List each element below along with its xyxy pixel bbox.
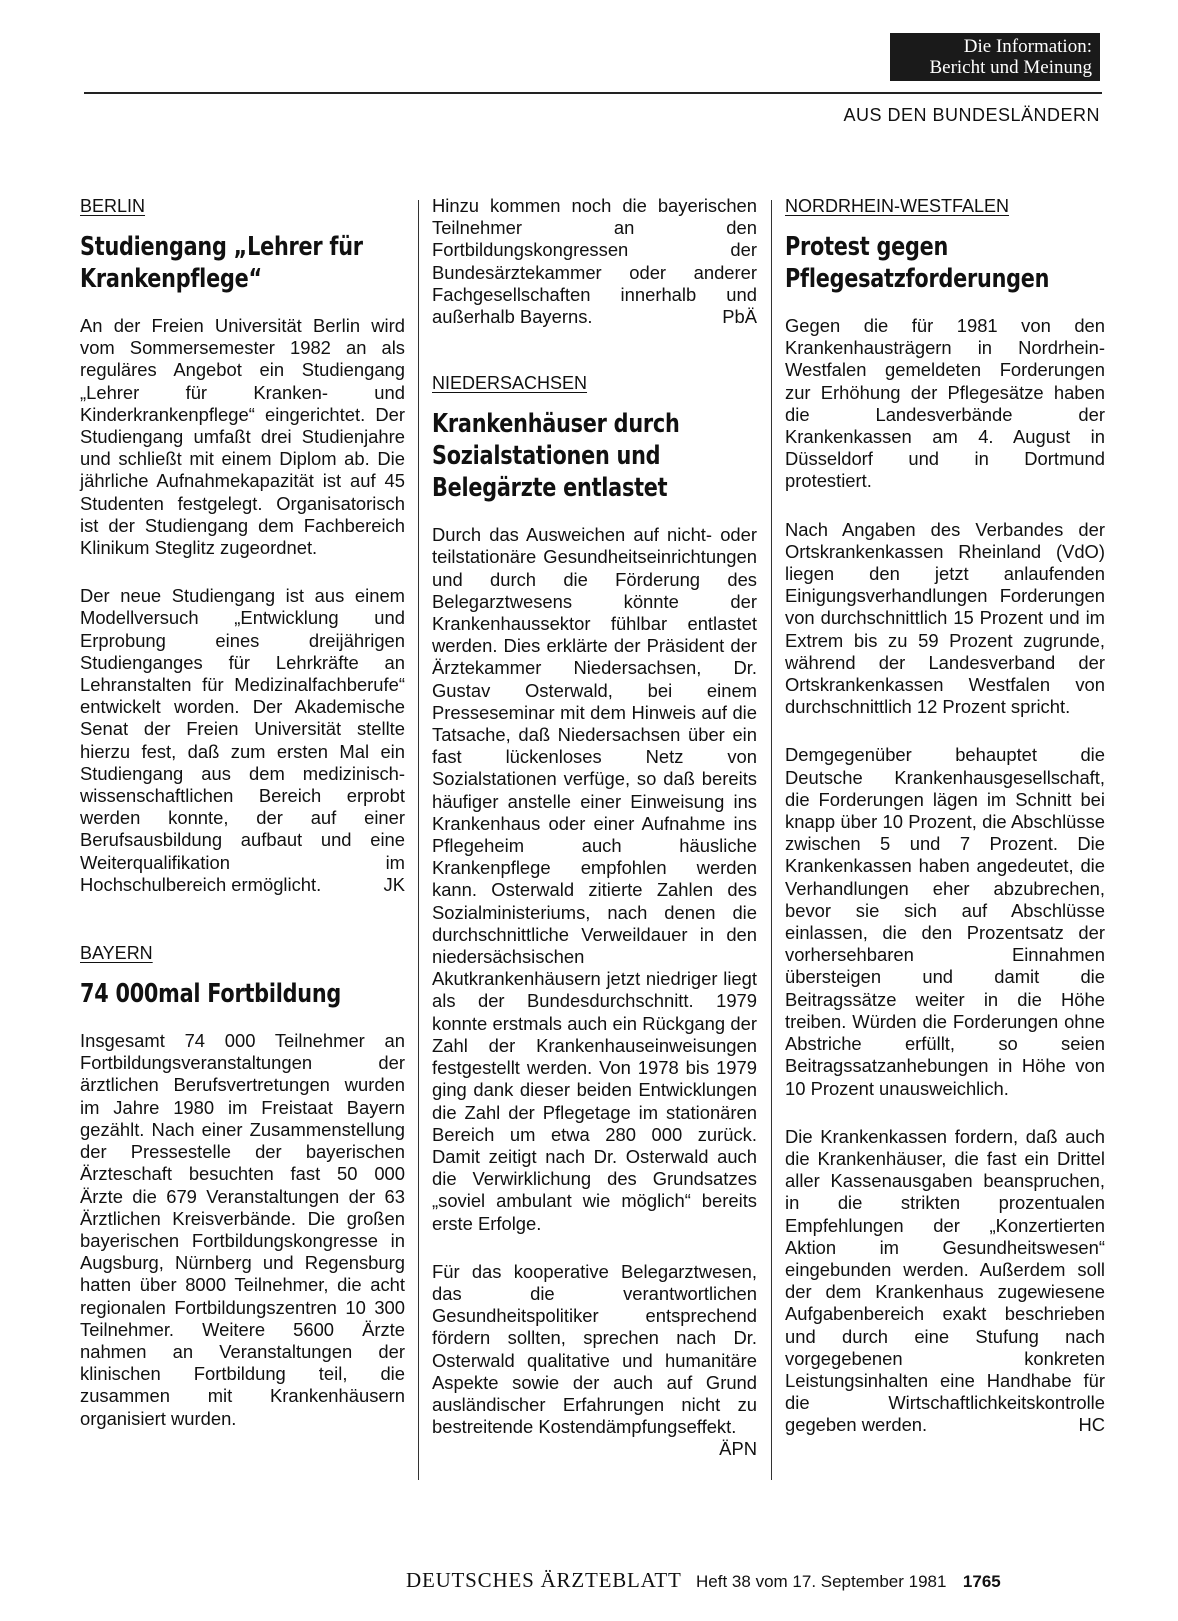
article-headline: Krankenhäuser durch Sozialstationen und Belegärzte entlastet	[432, 409, 680, 504]
issue-info: Heft 38 vom 17. September 1981	[696, 1572, 947, 1591]
page-number: 1765	[962, 1572, 1001, 1591]
article-paragraph: Durch das Ausweichen auf nicht- oder teilstationäre Gesundheitseinrichtungen und durch die Förderung des Belegarztwesens könnte der Krankenhaussektor fühlbar entlastet werden. Dies erklärte der Präsident der Ärztekammer Niedersachsen, Dr. Gustav Osterwald, bei einem Presseseminar mit dem Hinweis auf die Tatsache, daß Niedersachsen über ein fast lückenloses Netz von Sozialstationen verfüge, so daß bereits häufiger anstelle einer Einweisung ins Krankenhaus oder einer Aufnahme ins Pflegeheim auch häusliche Krankenpflege empfohlen werden kann. Osterwald zitierte Zahlen des Sozialministeriums, nach denen die durchschnittliche Verweildauer in den niedersächsischen Akutkrankenhäusern jetzt niedriger liegt als der Bundesdurchschnitt. 1979 konnte erstmals auch ein Rückgang der Zahl der Krankenhauseinweisungen festgestellt werden. Von 1978 bis 1979 ging dank dieser beiden Entwicklungen die Zahl der Pflegetage im stationären Bereich um etwa 280 000 zurück. Damit zeitigt nach Dr. Osterwald auch die Verwirklichung des Grundsatzes „soviel ambulant wie möglich“ bereits erste Erfolge.	[432, 524, 757, 1234]
tag-line-2: Bericht und Meinung	[929, 57, 1092, 78]
author-signature: PbÄ	[722, 306, 757, 328]
column-1	[80, 195, 405, 1456]
article-niedersachsen	[432, 372, 757, 1460]
column-divider-1	[418, 200, 419, 1480]
article-paragraph	[785, 1126, 1105, 1437]
header-rule	[84, 92, 1102, 94]
paragraph-text: Die Krankenkassen fordern, daß auch die Krankenhäuser, die fast ein Drittel aller Kassenausgaben beanspruchen, in die strikten prozentualen Empfehlungen der „Konzertierten Aktion im Gesundheitswesen“ eingebunden werden. Außerdem soll der dem Krankenhaus zugewiesene Aufgabenbereich exakt beschrieben und durch eine Stufung nach vorgegebenen konkreten Leistungsinhalten eine Handhabe für die Wirtschaftlichkeitskontrolle gegeben werden.	[785, 1125, 1105, 1436]
article-paragraph	[80, 585, 405, 896]
author-signature: HC	[1078, 1414, 1105, 1436]
section-label: AUS DEN BUNDESLÄNDERN	[843, 105, 1100, 125]
paragraph-text: Der neue Studiengang ist aus einem Modellversuch „Entwicklung und Erprobung eines dreijährigen Studienganges für Lehrkräfte an Lehranstalten für Medizinalfachberufe“ entwickelt worden. Der Akademische Senat der Freien Universität stellte hierzu fest, daß zum ersten Mal ein Studiengang aus dem medizinisch-wissenschaftlichen Bereich erprobt werden konnte, der auf einer Berufsausbildung aufbaut und eine Weiterqualifikation im Hochschulbereich ermöglicht.	[80, 585, 405, 895]
article-paragraph: Insgesamt 74 000 Teilnehmer an Fortbildungsveranstaltungen der ärztlichen Berufsvertretungen wurden im Jahre 1980 im Freistaat Bayern gezählt. Nach einer Zusammenstellung der Pressestelle der bayerischen Ärzteschaft besuchten fast 50 000 Ärzte die 679 Veranstaltungen der 63 Ärztlichen Kreisverbände. Die großen bayerischen Fortbildungskongresse in Augsburg, Nürnberg und Regensburg hatten über 8000 Teilnehmer, die acht regionalen Fortbildungszentren 10 300 Teilnehmer. Weitere 5600 Ärzte nahmen an Veranstaltungen der klinischen Fortbildung teil, die zusammen mit Krankenhäusern organisiert wurden.	[80, 1030, 405, 1429]
article-nrw	[785, 195, 1105, 1437]
article-paragraph: An der Freien Universität Berlin wird vom Sommersemester 1982 an als reguläres Angebot ein Studiengang „Lehrer für Kranken- und Kinderkrankenpflege“ eingerichtet. Der Studiengang umfaßt drei Studienjahre und schließt mit einem Diplom ab. Die jährliche Aufnahmekapazität ist auf 45 Studenten festgelegt. Organisatorisch ist der Studiengang dem Fachbereich Klinikum Steglitz zugeordnet.	[80, 315, 405, 559]
article-paragraph: Gegen die für 1981 von den Krankenhausträgern in Nordrhein-Westfalen gemeldeten Forderungen zur Erhöhung der Pflegesätze haben die Landesverbände der Krankenkassen am 4. August in Düsseldorf und in Dortmund protestiert.	[785, 315, 1105, 492]
region-label: BAYERN	[80, 943, 153, 964]
column-divider-2	[771, 200, 772, 1480]
article-headline: Studiengang „Lehrer für Krankenpflege“	[80, 232, 363, 294]
author-signature: JK	[383, 873, 405, 895]
article-paragraph	[432, 1260, 757, 1460]
article-bayern	[80, 942, 405, 1430]
article-paragraph: Nach Angaben des Verbandes der Ortskrankenkassen Rheinland (VdO) liegen den jetzt anlaufenden Einigungsverhandlungen Forderungen von durchschnittlich 15 Prozent und im Extrem bis zu 59 Prozent zugrunde, während der Landesverband der Ortskrankenkassen Westfalen von durchschnittlich 12 Prozent spricht.	[785, 518, 1105, 718]
article-paragraph: Demgegenüber behauptet die Deutsche Krankenhausgesellschaft, die Forderungen lägen im Schnitt bei knapp über 10 Prozent, die Abschlüsse zwischen 5 und 7 Prozent. Die Krankenkassen haben angedeutet, die Verhandlungen eher abzubrechen, bevor sie sich auf Abschlüsse einlassen, die den Prozentsatz der vorhersehbaren Einnahmen übersteigen und damit die Beitragssätze weiter in die Höhe treiben. Würden die Forderungen ohne Abstriche erfüllt, so seien Beitragssatzanhebungen in Höhe von 10 Prozent unausweichlich.	[785, 744, 1105, 1099]
tag-line-1: Die Information:	[963, 36, 1092, 57]
page-footer	[406, 1568, 1001, 1593]
region-label: BERLIN	[80, 196, 146, 216]
article-paragraph	[432, 195, 757, 328]
article-headline: 74 000mal Fortbildung	[80, 979, 342, 1010]
region-label: NORDRHEIN-WESTFALEN	[785, 196, 1010, 216]
column-2	[432, 195, 757, 1464]
column-3	[785, 195, 1105, 1463]
paragraph-text: Hinzu kommen noch die bayerischen Teilnehmer an den Fortbildungskongressen der Bundesärztekammer oder anderer Fachgesellschaften innerhalb und außerhalb Bayerns.	[432, 195, 757, 328]
paragraph-text: Für das kooperative Belegarztwesen, das die verantwortlichen Gesundheitspolitiker entsprechend fördern sollten, sprechen nach Dr. Osterwald qualitative und humanitäre Aspekte sowie der auch auf Grund ausländischer Erfahrungen nicht zu bestreitende Kostendämpfungseffekt.	[432, 1260, 757, 1438]
article-headline: Protest gegen Pflegesatzforderungen	[785, 232, 1050, 294]
article-berlin	[80, 195, 405, 896]
region-label: NIEDERSACHSEN	[432, 373, 588, 394]
journal-name: DEUTSCHES ÄRZTEBLATT	[406, 1568, 682, 1592]
section-tag-box	[890, 33, 1100, 81]
author-signature: ÄPN	[719, 1438, 757, 1460]
